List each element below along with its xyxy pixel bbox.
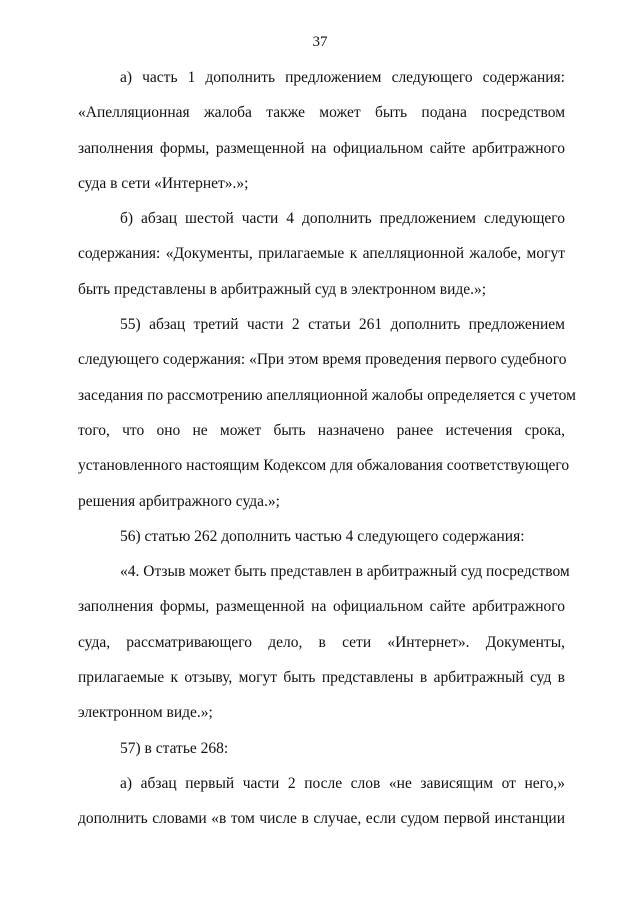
text-line: того, что оно не может быть назначено ранее истечения срока,	[78, 421, 565, 439]
text-line: установленного настоящим Кодексом для обжалования соответствующего	[78, 457, 570, 475]
text-line: «Апелляционная жалоба также может быть подана посредством	[78, 104, 565, 122]
text-line: 55) абзац третий части 2 статьи 261 дополнить предложением	[120, 316, 565, 334]
text-line: суда, рассматривающего дело, в сети «Интернет». Документы,	[78, 633, 565, 651]
text-line: 56) статью 262 дополнить частью 4 следующего содержания:	[120, 527, 525, 545]
text-line: суда в сети «Интернет».»;	[78, 174, 249, 192]
text-line: «4. Отзыв может быть представлен в арбитражный суд посредством	[120, 563, 570, 581]
document-body	[78, 64, 576, 841]
text-line: б) абзац шестой части 4 дополнить предложением следующего	[120, 210, 565, 228]
text-line: электронном виде.»;	[78, 704, 213, 722]
text-line: заполнения формы, размещенной на официальном сайте арбитражного	[78, 139, 565, 157]
text-line: а) часть 1 дополнить предложением следующего содержания:	[120, 69, 565, 86]
text-line: а) абзац первый части 2 после слов «не зависящим от него,»	[120, 774, 565, 792]
text-line: 57) в статье 268:	[120, 739, 229, 757]
text-line: заполнения формы, размещенной на официальном сайте арбитражного	[78, 598, 565, 616]
text-line: решения арбитражного суда.»;	[78, 492, 280, 510]
text-line: быть представлены в арбитражный суд в электронном виде.»;	[78, 280, 487, 298]
text-line: следующего содержания: «При этом время проведения первого судебного	[78, 351, 567, 369]
text-line: содержания: «Документы, прилагаемые к апелляционной жалобе, могут	[78, 245, 565, 263]
text-line: прилагаемые к отзыву, могут быть представлены в арбитражный суд в	[78, 669, 565, 687]
page-number: 37	[312, 34, 328, 50]
text-line: заседания по рассмотрению апелляционной жалобы определяется с учетом	[78, 386, 576, 404]
text-line: дополнить словами «в том числе в случае, если судом первой инстанции	[78, 810, 565, 828]
